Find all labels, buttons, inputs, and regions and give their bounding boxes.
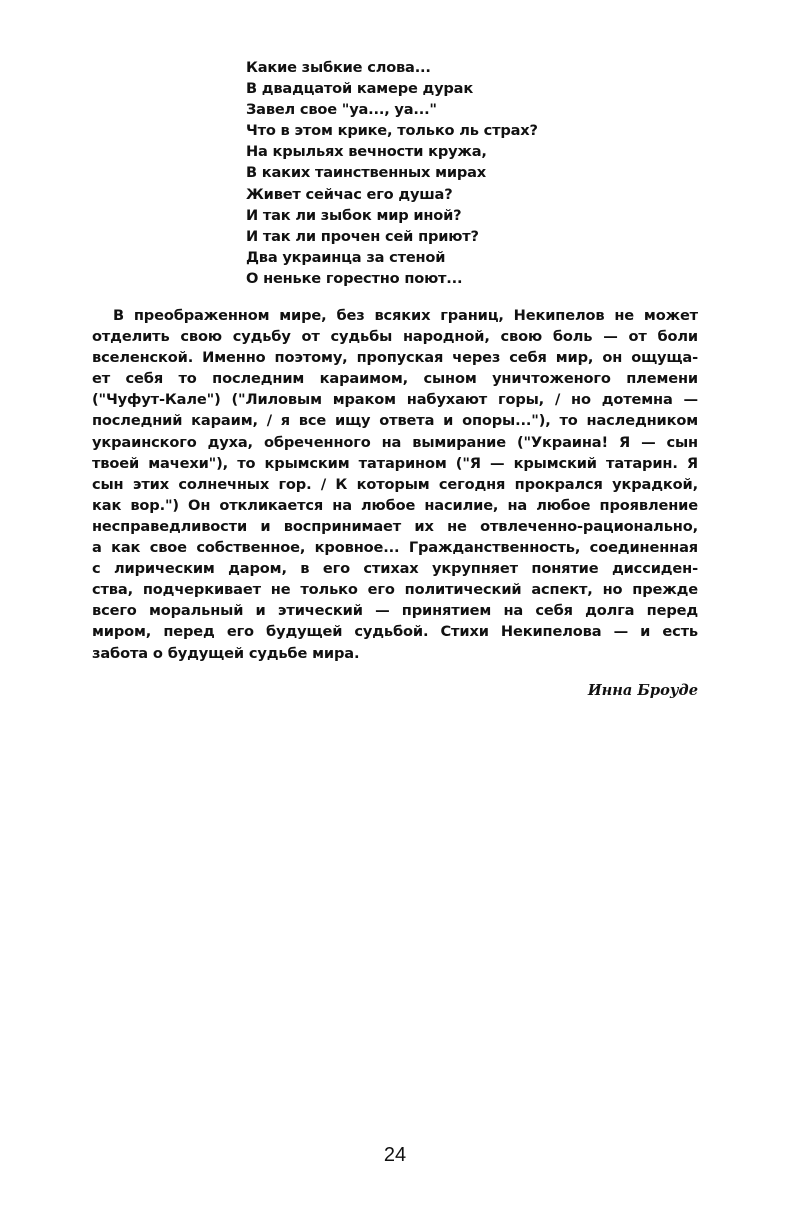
prose-line: последний караим, / я все ищу ответа и опоры..."), то наследником — [92, 412, 698, 430]
poem-line: Завел свое "уа..., уа..." — [246, 101, 437, 119]
prose-line: ет себя то последним караимом, сыном уничтоженого племени — [92, 370, 698, 388]
prose-line: ства, подчеркивает не только его политический аспект, но прежде — [92, 581, 698, 599]
poem-line: О неньке горестно поют... — [246, 269, 463, 287]
poem-line: И так ли прочен сей приют? — [246, 227, 479, 245]
poem-line: Что в этом крике, только ль страх? — [246, 122, 538, 140]
prose-line: миром, перед его будущей судьбой. Стихи Некипелова — и есть — [92, 623, 698, 641]
prose-line: несправедливости и воспринимает их не отвлеченно-рационально, — [92, 517, 698, 535]
poem-line: Живет сейчас его душа? — [246, 185, 453, 203]
author-signature: Инна Броуде — [587, 682, 698, 699]
poem-line: На крыльях вечности кружа, — [246, 143, 487, 161]
prose-line: В преображенном мире, без всяких границ, Некипелов не может — [113, 307, 698, 324]
poem-stanza — [246, 57, 606, 289]
prose-line: твоей мачехи"), то крымским татарином ("Я — крымский татарин. Я — [92, 454, 698, 472]
prose-line: ("Чуфут-Кале") ("Лиловым мраком набухают горы, / но дотемна — — [92, 391, 698, 409]
poem-line: Какие зыбкие слова... — [246, 59, 431, 76]
prose-line: как вор.") Он откликается на любое насилие, на любое проявление — [92, 496, 698, 514]
page-number: 24 — [383, 1144, 407, 1166]
poem-line: В двадцатой камере дурак — [246, 80, 474, 98]
poem-line: И так ли зыбок мир иной? — [246, 206, 462, 224]
poem-line: В каких таинственных мирах — [246, 164, 486, 182]
prose-line: отделить свою судьбу от судьбы народной, свою боль — от боли — [92, 328, 698, 346]
prose-line: с лирическим даром, в его стихах укрупняет понятие диссиден- — [92, 560, 698, 578]
prose-line: а как свое собственное, кровное... Гражданственность, соединенная — [92, 539, 698, 557]
poem-line: Два украинца за стеной — [246, 248, 446, 266]
prose-line: украинского духа, обреченного на вымирание ("Украина! Я — сын — [92, 433, 698, 451]
prose-paragraph — [92, 305, 698, 664]
prose-line: сын этих солнечных гор. / К которым сегодня прокрался украдкой, — [92, 475, 698, 493]
prose-line: вселенской. Именно поэтому, пропуская через себя мир, он ощуща- — [92, 349, 698, 367]
prose-line: забота о будущей судьбе мира. — [92, 644, 360, 662]
prose-line: всего моральный и этический — принятием на себя долга перед — [92, 602, 698, 620]
